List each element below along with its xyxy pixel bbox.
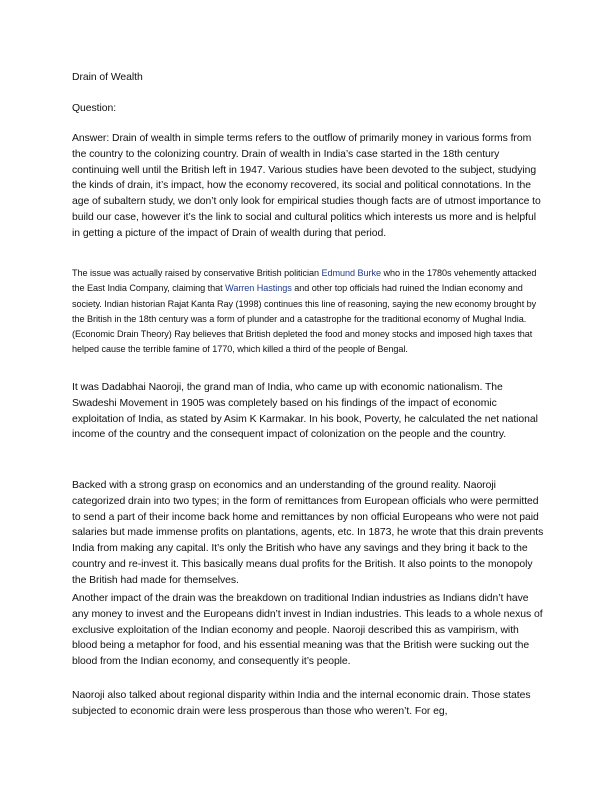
backed-paragraph: Backed with a strong grasp on economics and an understanding of the ground reality. Naoroji categorized drain into two types; in the form of remittances from European officials who were permitted to send a part of their income back home and remittances by non official Europeans who were not paid salaries but made immense profits on plantations, agents, etc. In 1873, he wrote that this drain prevents India from making any capital. It’s only the British who have any savings and they bring it back to the country and re-invest it. This basically means dual profits for the British. It also points to the monopoly the British had made for themselves. [72, 480, 544, 586]
issue-paragraph [72, 266, 544, 358]
answer-paragraph: Answer: Drain of wealth in simple terms refers to the outflow of primarily money in various forms from the country to the colonizing country. Drain of wealth in India’s case started in the 18th century continuing well until the British left in 1947. Various studies have been devoted to the subject, studying the kinds of drain, it’s impact, how the economy recovered, its social and political connotations. In the age of subaltern study, we don’t only look for empirical studies though facts are of utmost importance to build our case, however it’s the link to social and cultural politics which interests us more and is helpful in getting a picture of the impact of Drain of wealth during that period. [72, 133, 541, 239]
dadabhai-paragraph: It was Dadabhai Naoroji, the grand man of India, who came up with economic nationalism. The Swadeshi Movement in 1905 was completely based on his findings of the impact of economic exploitation of India, as stated by Asim K Karmakar. In his book, Poverty, he calculated the net national income of the country and the consequent impact of colonization on the people and the country. [72, 382, 538, 441]
issue-text-2: who in the 1780s vehemently attacked the East India Company, claiming that [72, 268, 537, 294]
document-title: Drain of Wealth [72, 72, 143, 83]
question-label: Question: [72, 103, 117, 114]
issue-text-1: The issue was actually raised by conservative British politician [72, 268, 322, 278]
warren-hastings-link[interactable]: Warren Hastings [225, 283, 292, 294]
issue-text-3: and other top officials had ruined the Indian economy and society. Indian historian Rajat Kanta Ray (1998) continues this line of reasoning, saying the new economy brought by the British in the 18th century was a form of plunder and a catastrophe for the traditional economy of Mughal India. (Economic Drain Theory) Ray believes that British depleted the food and money stocks and imposed high taxes that helped cause the terrible famine of 1770, which killed a third of the people of Bengal. [72, 283, 537, 355]
another-impact-paragraph: Another impact of the drain was the breakdown on traditional Indian industries as Indians didn’t have any money to invest and the Europeans didn’t invest in Indian industries. This leads to a whole nexus of exclusive exploitation of the Indian economy and people. Naoroji described this as vampirism, with blood being a metaphor for food, and his essential meaning was that the British were sucking out the blood from the Indian economy, and consequently it’s people. [72, 593, 543, 668]
naoroji-paragraph: Naoroji also talked about regional disparity within India and the internal economic drain. Those states subjected to economic drain were less prosperous than those who weren’t. For eg, [72, 690, 531, 717]
edmund-burke-link[interactable]: Edmund Burke [321, 268, 382, 278]
